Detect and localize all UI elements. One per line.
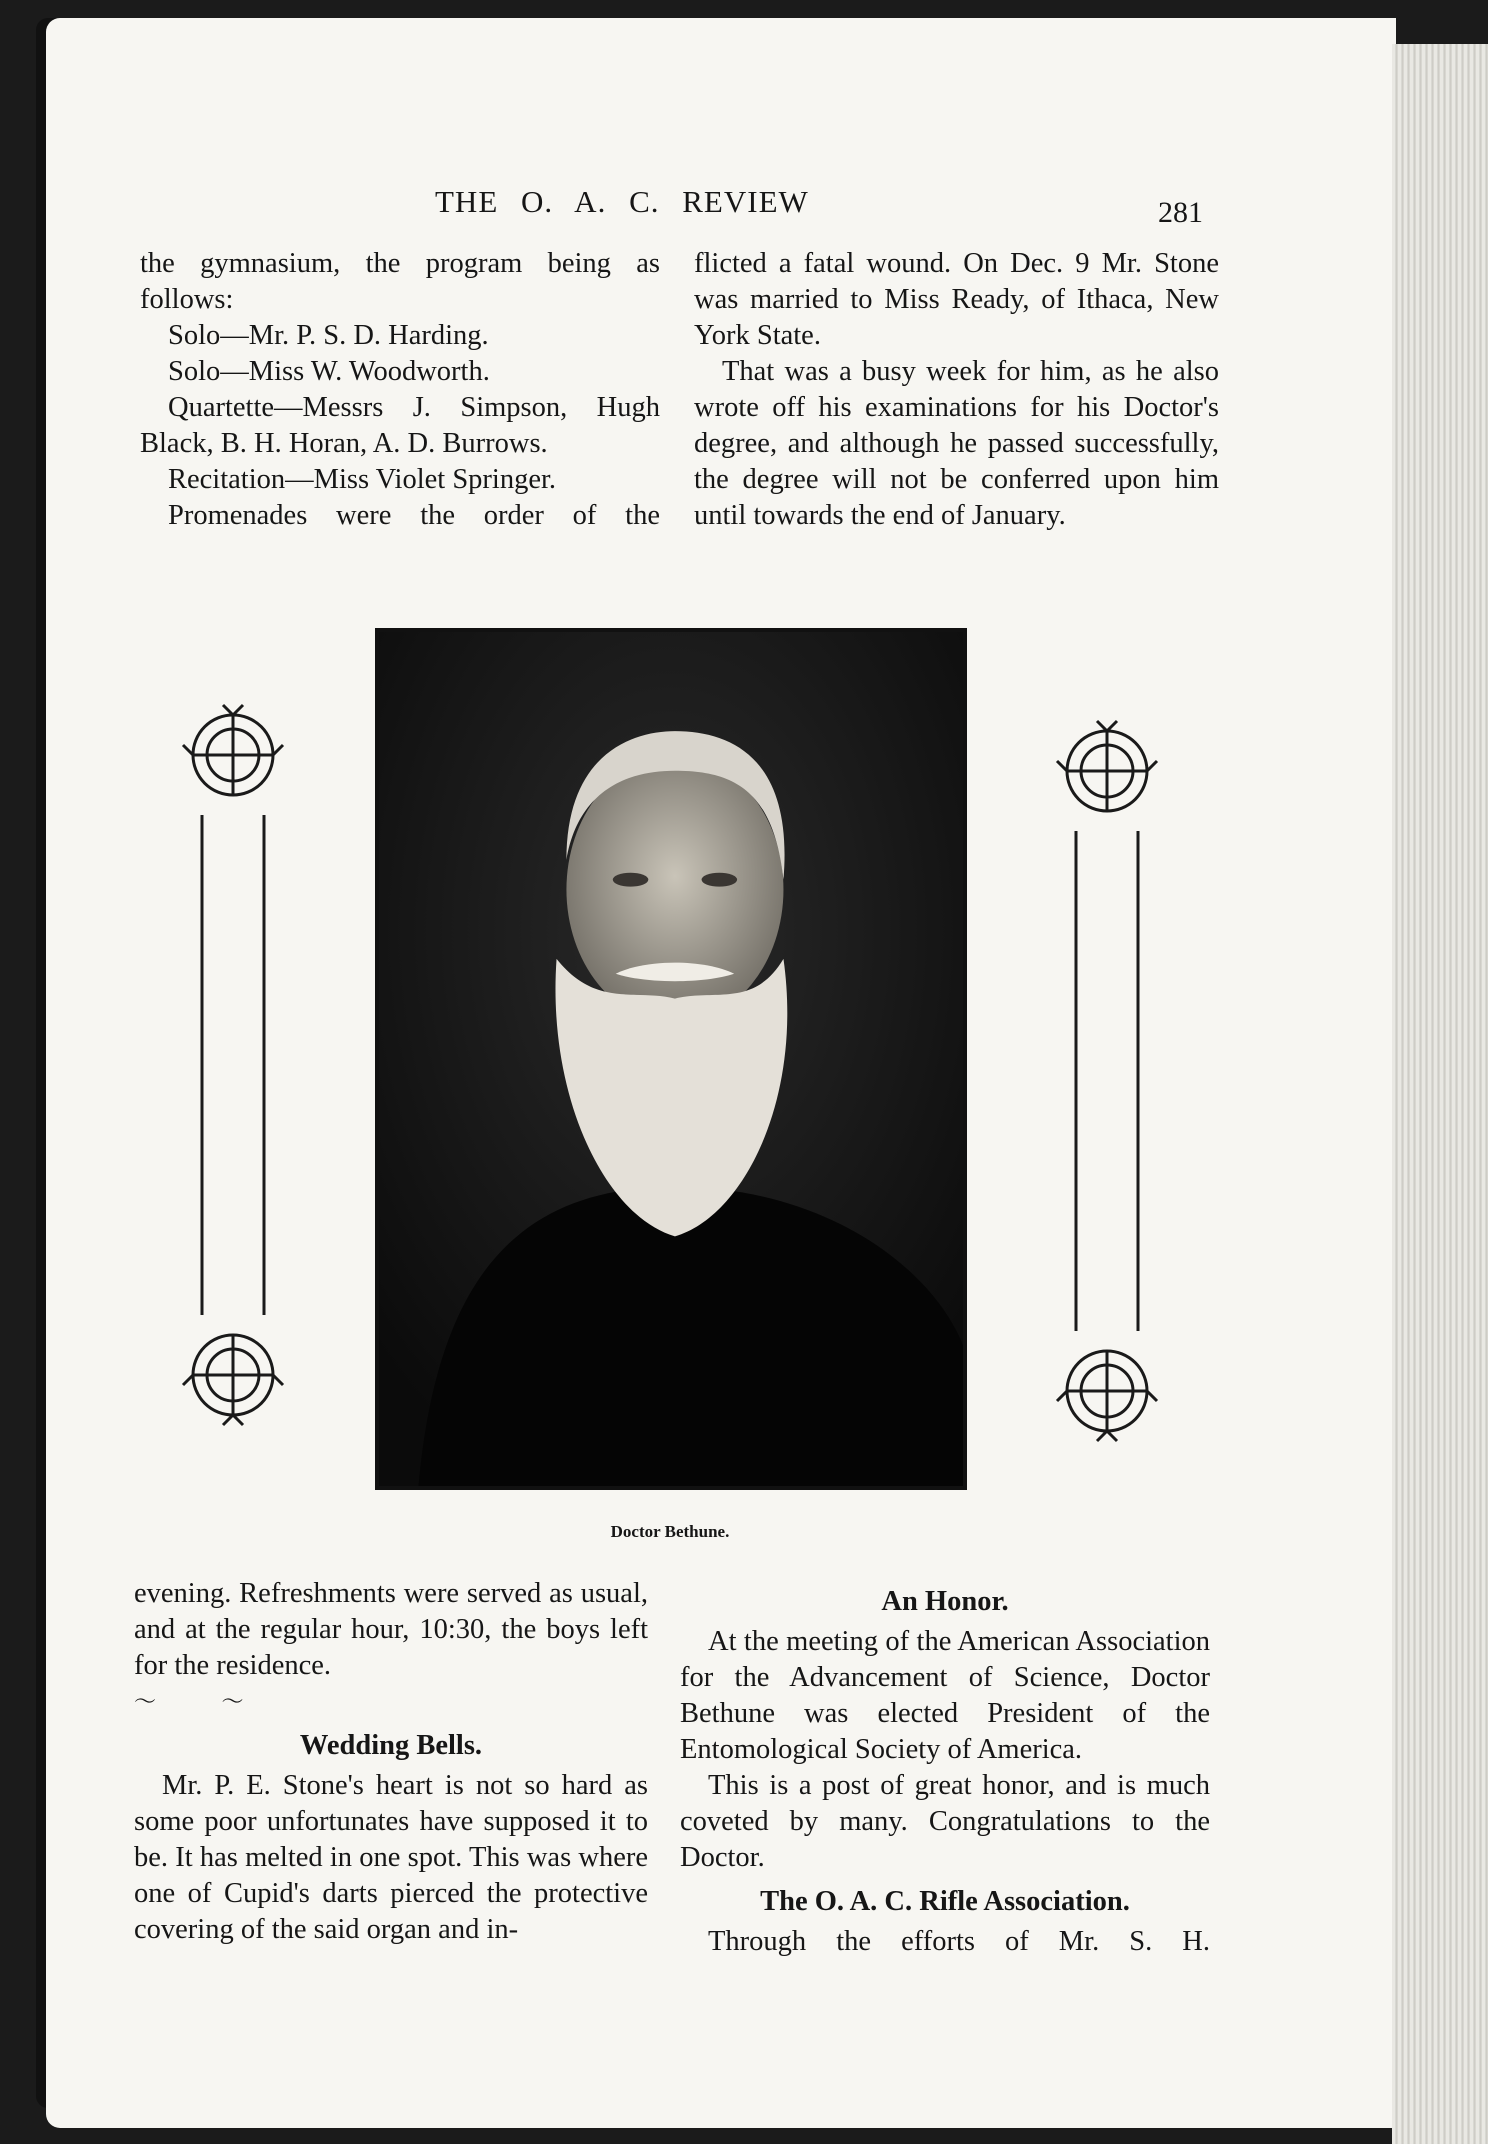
paragraph: flicted a fatal wound. On Dec. 9 Mr. Stone was married to Miss Ready, of Ithaca, New York State. bbox=[694, 248, 1219, 351]
column-top-left bbox=[140, 246, 660, 534]
section-heading: The O. A. C. Rifle Association. bbox=[760, 1886, 1130, 1917]
section-heading: An Honor. bbox=[881, 1586, 1009, 1617]
paragraph: That was a busy week for him, as he also wrote off his examinations for his Doctor's degree, and although he passed successfully, the degree will not be conferred upon him until towards the end of January. bbox=[694, 356, 1219, 531]
photo-caption: Doctor Bethune. bbox=[610, 1522, 730, 1541]
portrait-photo bbox=[375, 628, 967, 1490]
paragraph: Promenades were the order of the bbox=[168, 500, 660, 531]
paragraph: the gymnasium, the program being as follows: bbox=[140, 248, 660, 315]
paragraph: evening. Refreshments were served as usual, and at the regular hour, 10:30, the boys left for the residence. bbox=[134, 1578, 648, 1681]
program-item: Quartette—Messrs J. Simpson, Hugh Black, B. H. Horan, A. D. Burrows. bbox=[140, 392, 660, 459]
section-heading: Wedding Bells. bbox=[299, 1730, 483, 1761]
ornament-left bbox=[178, 700, 288, 1430]
running-header: THE O. A. C. REVIEW bbox=[435, 184, 809, 219]
page-edges bbox=[1392, 44, 1488, 2144]
paragraph: Through the efforts of Mr. S. H. bbox=[708, 1926, 1210, 1957]
column-bottom-left bbox=[134, 1576, 648, 1948]
program-item: Solo—Miss W. Woodworth. bbox=[168, 356, 490, 387]
ornament-right bbox=[1052, 716, 1162, 1446]
column-bottom-right bbox=[680, 1576, 1210, 1960]
paragraph: Mr. P. E. Stone's heart is not so hard as some poor unfortunates have supposed it to be. It has melted in one spot. This was where one of Cupid's darts pierced the protective covering of the said organ and in- bbox=[134, 1770, 648, 1945]
portrait-figure bbox=[379, 632, 963, 1486]
section-divider: 〜 〜 bbox=[134, 1689, 274, 1714]
program-item: Solo—Mr. P. S. D. Harding. bbox=[168, 320, 489, 351]
paragraph: At the meeting of the American Association for the Advancement of Science, Doctor Bethune was elected President of the Entomological Society of America. bbox=[680, 1626, 1210, 1765]
paragraph: This is a post of great honor, and is much coveted by many. Congratulations to the Doctor. bbox=[680, 1770, 1210, 1873]
program-item: Recitation—Miss Violet Springer. bbox=[168, 464, 557, 495]
column-top-right bbox=[694, 246, 1219, 534]
page-number: 281 bbox=[1158, 196, 1203, 229]
